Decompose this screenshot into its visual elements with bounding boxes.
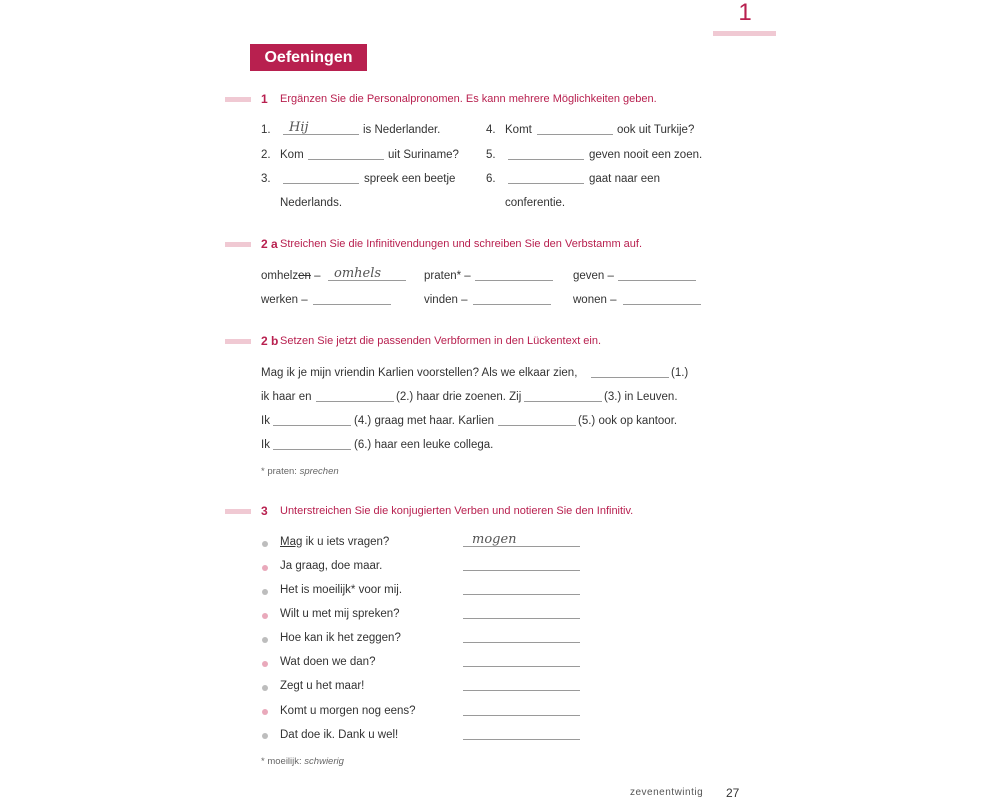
ex2b-text: Ik <box>261 415 270 427</box>
ex3-sentence: Dat doe ik. Dank u wel! <box>280 729 399 741</box>
ex2a-handwritten-answer: omhels <box>334 266 382 281</box>
ex1-item-text: uit Suriname? <box>388 149 459 161</box>
bullet-icon <box>262 637 268 643</box>
ex1-answer-line-1[interactable] <box>283 134 359 135</box>
ex1-item-text: Kom <box>280 149 304 161</box>
ex2a-answer-line-2[interactable] <box>475 280 553 281</box>
ex3-sentence: Ja graag, doe maar. <box>280 560 383 572</box>
bullet-icon <box>262 709 268 715</box>
ex3-handwritten-answer: mogen <box>472 532 517 547</box>
ex3-answer-line-4[interactable] <box>463 618 580 619</box>
bullet-icon <box>262 541 268 547</box>
ex3-answer-line-7[interactable] <box>463 690 580 691</box>
page-number-word: zevenentwintig <box>630 787 704 798</box>
ex1-item-number: 4. <box>486 124 496 136</box>
bullet-icon <box>262 565 268 571</box>
footnote-translation: schwierig <box>304 756 344 767</box>
ex2a-answer-line-4[interactable] <box>313 304 391 305</box>
section-bar-1 <box>225 97 251 102</box>
ex2b-answer-line-1[interactable] <box>591 377 669 378</box>
ex3-sentence: Het is moeilijk* voor mij. <box>280 584 403 596</box>
section-bar-2a <box>225 242 251 247</box>
ex1-item-number: 3. <box>261 173 271 185</box>
exercise-2a-instruction: Streichen Sie die Infinitivendungen und schreiben Sie den Verbstamm auf. <box>280 238 643 250</box>
exercise-3-instruction: Unterstreichen Sie die konjugierten Verben und notieren Sie den Infinitiv. <box>280 505 634 517</box>
ex1-answer-line-5[interactable] <box>508 159 584 160</box>
ex2a-answer-line-5[interactable] <box>473 304 551 305</box>
dash: – <box>314 270 321 282</box>
ex1-answer-line-4[interactable] <box>537 134 613 135</box>
ex2b-answer-line-6[interactable] <box>273 449 351 450</box>
ex1-item-text: gaat naar een <box>589 173 660 185</box>
bullet-icon <box>262 685 268 691</box>
footnote-translation: sprechen <box>299 466 339 477</box>
exercise-1-instruction: Ergänzen Sie die Personalpronomen. Es kann mehrere Möglichkeiten geben. <box>280 93 657 105</box>
bullet-icon <box>262 733 268 739</box>
chapter-number: 1 <box>738 0 752 26</box>
ex3-sentence <box>280 536 389 548</box>
page-title: Oefeningen <box>250 44 367 71</box>
ex1-item-text: spreek een beetje <box>364 173 456 185</box>
ex3-sentence: Zegt u het maar! <box>280 680 365 692</box>
ex1-item-number: 1. <box>261 124 271 136</box>
ex2a-word: wonen – <box>573 294 617 306</box>
ex1-answer-line-2[interactable] <box>308 159 384 160</box>
ex3-answer-line-8[interactable] <box>463 715 580 716</box>
section-bar-3 <box>225 509 251 514</box>
ex2b-text: (3.) in Leuven. <box>604 391 678 403</box>
verb-stem: omhelz <box>261 270 299 282</box>
ex2a-word: werken – <box>261 294 308 306</box>
ex3-answer-line-9[interactable] <box>463 739 580 740</box>
ex2b-text: (4.) graag met haar. Karlien <box>354 415 494 427</box>
ex2a-word: geven – <box>573 270 614 282</box>
ex3-answer-line-2[interactable] <box>463 570 580 571</box>
ex2a-answer-line-6[interactable] <box>623 304 701 305</box>
ex2b-text: (1.) <box>671 367 689 379</box>
ex2b-answer-line-3[interactable] <box>524 401 602 402</box>
ex1-handwritten-answer: Hij <box>289 120 309 135</box>
bullet-icon <box>262 589 268 595</box>
ex3-sentence: Komt u morgen nog eens? <box>280 705 416 717</box>
bullet-icon <box>262 661 268 667</box>
footnote-term: * praten: <box>261 466 300 477</box>
ex2a-word-omhelzen <box>261 270 320 282</box>
ex1-item-text: is Nederlander. <box>363 124 441 136</box>
ex1-item-number: 2. <box>261 149 271 161</box>
ex2b-text: (5.) ook op kantoor. <box>578 415 678 427</box>
ex2b-answer-line-5[interactable] <box>498 425 576 426</box>
ex2b-text: Ik <box>261 439 270 451</box>
exercise-2b-instruction: Setzen Sie jetzt die passenden Verbformen in den Lückentext ein. <box>280 335 602 347</box>
ex2a-word: vinden – <box>424 294 468 306</box>
ex1-item-text: geven nooit een zoen. <box>589 149 703 161</box>
ex1-item-number: 5. <box>486 149 496 161</box>
section-bar-2b <box>225 339 251 344</box>
ex3-answer-line-5[interactable] <box>463 642 580 643</box>
ex1-item-text: Komt <box>505 124 532 136</box>
ex2b-answer-line-2[interactable] <box>316 401 394 402</box>
bullet-icon <box>262 613 268 619</box>
exercise-3-number: 3 <box>261 504 268 518</box>
sentence-rest: ik u iets vragen? <box>302 536 390 548</box>
ex1-item-text: Nederlands. <box>280 197 343 209</box>
exercise-2b-number: 2 b <box>261 334 279 348</box>
footnote-praten <box>261 466 339 477</box>
ex2a-word: praten* – <box>424 270 471 282</box>
exercise-1-number: 1 <box>261 92 268 106</box>
struck-ending: en <box>298 270 311 282</box>
ex3-answer-line-1[interactable] <box>463 546 580 547</box>
ex2b-answer-line-4[interactable] <box>273 425 351 426</box>
footnote-term: * moeilijk: <box>261 756 305 767</box>
ex3-answer-line-3[interactable] <box>463 594 580 595</box>
ex2b-text: (2.) haar drie zoenen. Zij <box>396 391 522 403</box>
ex1-answer-line-6[interactable] <box>508 183 584 184</box>
footnote-moeilijk <box>261 756 344 767</box>
ex3-sentence: Wat doen we dan? <box>280 656 376 668</box>
page-number: 27 <box>726 786 740 800</box>
ex1-item-text: ook uit Turkije? <box>617 124 695 136</box>
ex2a-answer-line-3[interactable] <box>618 280 696 281</box>
ex1-answer-line-3[interactable] <box>283 183 359 184</box>
ex3-sentence: Hoe kan ik het zeggen? <box>280 632 401 644</box>
ex3-answer-line-6[interactable] <box>463 666 580 667</box>
ex2b-text: ik haar en <box>261 391 312 403</box>
chapter-bar <box>713 31 776 36</box>
ex3-sentence: Wilt u met mij spreken? <box>280 608 400 620</box>
ex1-item-text: conferentie. <box>505 197 566 209</box>
ex2b-text: (6.) haar een leuke collega. <box>354 439 494 451</box>
underlined-verb: Mag <box>280 536 303 548</box>
ex2b-text: Mag ik je mijn vriendin Karlien voorstellen? Als we elkaar zien, <box>261 367 578 379</box>
exercise-2a-number: 2 a <box>261 237 278 251</box>
ex1-item-number: 6. <box>486 173 496 185</box>
ex2a-answer-line-1[interactable] <box>328 280 406 281</box>
